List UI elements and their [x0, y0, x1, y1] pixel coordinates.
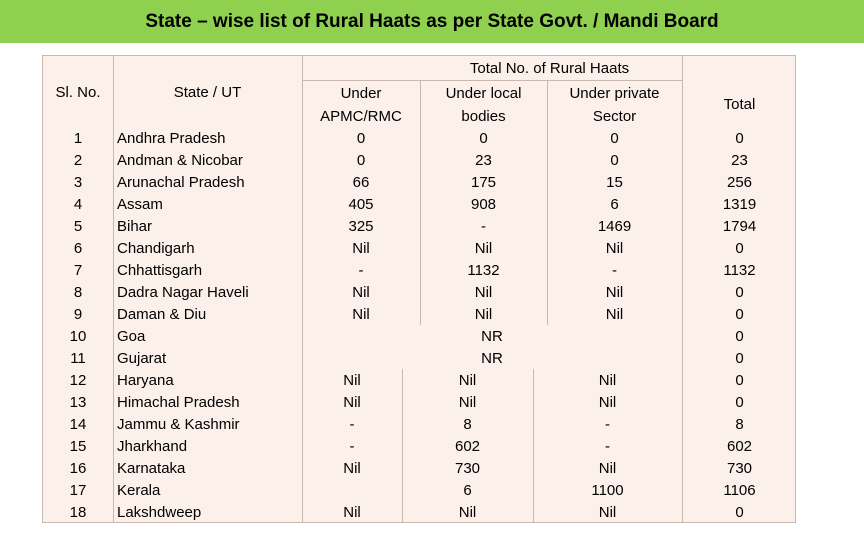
- cell-private-sector: Nil: [598, 460, 617, 477]
- cell-apmc: 405: [348, 196, 374, 213]
- cell-total: 602: [726, 438, 753, 455]
- cell-local-bodies: -: [481, 218, 486, 235]
- cell-local-bodies: Nil: [458, 372, 477, 389]
- cell-state: Himachal Pradesh: [117, 394, 240, 411]
- cell-private-sector: Nil: [598, 504, 617, 521]
- cell-sl-no: 13: [69, 394, 87, 411]
- cell-state: Daman & Diu: [117, 306, 207, 323]
- cell-total: 256: [726, 174, 753, 191]
- cell-total: 0: [735, 240, 744, 257]
- cell-state: Arunachal Pradesh: [117, 174, 245, 191]
- cell-total: 0: [735, 350, 744, 367]
- cell-state: Haryana: [117, 372, 174, 389]
- header-total-group: Total No. of Rural Haats: [469, 60, 630, 77]
- cell-state: Andhra Pradesh: [117, 130, 226, 147]
- cell-sl-no: 18: [69, 504, 87, 521]
- cell-local-bodies: 0: [479, 130, 488, 147]
- cell-merged-status: NR: [481, 328, 503, 345]
- cell-private-sector: Nil: [605, 240, 624, 257]
- cell-state: Assam: [117, 196, 163, 213]
- cell-apmc: Nil: [343, 460, 361, 477]
- cell-sl-no: 8: [73, 284, 83, 301]
- cell-state: Karnataka: [117, 460, 186, 477]
- cell-state: Chandigarh: [117, 240, 195, 257]
- cell-local-bodies: 730: [454, 460, 481, 477]
- cell-private-sector: Nil: [605, 284, 624, 301]
- cell-total: 1106: [723, 482, 756, 499]
- grid-line: [302, 80, 682, 81]
- cell-local-bodies: 602: [454, 438, 481, 455]
- cell-state: Gujarat: [117, 350, 167, 367]
- cell-sl-no: 1: [73, 130, 83, 147]
- cell-state: Andman & Nicobar: [117, 152, 243, 169]
- cell-state: Jammu & Kashmir: [117, 416, 240, 433]
- cell-total: 0: [735, 504, 744, 521]
- header-sl-no: Sl. No.: [55, 84, 101, 101]
- header-state: State / UT: [173, 84, 242, 101]
- cell-apmc: Nil: [343, 372, 361, 389]
- cell-apmc: [302, 480, 402, 502]
- cell-local-bodies: 1132: [467, 262, 500, 279]
- cell-total: 1132: [723, 262, 756, 279]
- cell-apmc: 325: [348, 218, 374, 235]
- cell-total: 1319: [722, 196, 757, 213]
- cell-private-sector: 15: [606, 174, 623, 191]
- cell-local-bodies: 175: [470, 174, 497, 191]
- cell-sl-no: 6: [73, 240, 83, 257]
- cell-sl-no: 7: [73, 262, 83, 279]
- cell-total: 23: [731, 152, 748, 169]
- cell-total: 0: [735, 372, 744, 389]
- cell-state: Goa: [117, 328, 146, 345]
- cell-private-sector: -: [605, 416, 610, 433]
- cell-state: Bihar: [117, 218, 153, 235]
- cell-apmc: 0: [356, 130, 366, 147]
- cell-total: 0: [735, 328, 744, 345]
- cell-total: 730: [726, 460, 753, 477]
- cell-local-bodies: Nil: [458, 394, 477, 411]
- header-local-bodies: Under local: [445, 85, 522, 102]
- cell-sl-no: 15: [69, 438, 87, 455]
- cell-apmc: -: [349, 438, 355, 455]
- cell-apmc: Nil: [352, 240, 370, 257]
- cell-apmc: -: [358, 262, 364, 279]
- cell-private-sector: 6: [610, 196, 619, 213]
- header-private-sector: Sector: [592, 108, 637, 125]
- cell-apmc: Nil: [352, 284, 370, 301]
- cell-sl-no: 10: [69, 328, 87, 345]
- cell-private-sector: Nil: [605, 306, 624, 323]
- cell-total: 0: [735, 130, 744, 147]
- cell-private-sector: 0: [610, 130, 619, 147]
- grid-line: [113, 56, 114, 522]
- cell-sl-no: 16: [69, 460, 87, 477]
- cell-private-sector: Nil: [598, 372, 617, 389]
- cell-total: 8: [735, 416, 744, 433]
- cell-sl-no: 5: [73, 218, 83, 235]
- cell-sl-no: 17: [69, 482, 87, 499]
- cell-total: 0: [735, 306, 744, 323]
- cell-private-sector: -: [612, 262, 617, 279]
- cell-private-sector: 1469: [597, 218, 632, 235]
- cell-private-sector: -: [605, 438, 610, 455]
- cell-apmc: Nil: [343, 504, 361, 521]
- cell-sl-no: 3: [73, 174, 83, 191]
- cell-local-bodies: 6: [463, 482, 472, 499]
- cell-sl-no: 9: [73, 306, 83, 323]
- cell-merged-status: NR: [481, 350, 503, 367]
- cell-local-bodies: Nil: [474, 306, 493, 323]
- cell-state: Kerala: [117, 482, 161, 499]
- cell-private-sector: 1100: [591, 482, 624, 499]
- cell-sl-no: 4: [73, 196, 83, 213]
- cell-apmc: -: [349, 416, 355, 433]
- cell-sl-no: 12: [69, 372, 87, 389]
- cell-total: 0: [735, 284, 744, 301]
- cell-private-sector: 0: [610, 152, 619, 169]
- cell-state: Lakshdweep: [117, 504, 202, 521]
- cell-sl-no: 14: [69, 416, 87, 433]
- cell-local-bodies: 23: [475, 152, 492, 169]
- cell-apmc: 66: [352, 174, 370, 191]
- cell-local-bodies: Nil: [474, 284, 493, 301]
- cell-local-bodies: 8: [463, 416, 472, 433]
- cell-apmc: Nil: [352, 306, 370, 323]
- header-local-bodies: bodies: [461, 108, 506, 125]
- cell-local-bodies: 908: [470, 196, 497, 213]
- cell-total: 0: [735, 394, 744, 411]
- cell-local-bodies: Nil: [458, 504, 477, 521]
- cell-state: Jharkhand: [117, 438, 188, 455]
- cell-private-sector: Nil: [598, 394, 617, 411]
- rural-haats-table: [42, 55, 796, 523]
- cell-sl-no: 11: [70, 350, 86, 367]
- slide-title: State – wise list of Rural Haats as per State Govt. / Mandi Board: [0, 0, 864, 43]
- cell-apmc: 0: [356, 152, 366, 169]
- header-total: Total: [723, 96, 756, 113]
- cell-sl-no: 2: [73, 152, 83, 169]
- cell-local-bodies: Nil: [474, 240, 493, 257]
- cell-state: Chhattisgarh: [117, 262, 203, 279]
- cell-total: 1794: [722, 218, 757, 235]
- cell-state: Dadra Nagar Haveli: [117, 284, 249, 301]
- cell-apmc: Nil: [343, 394, 361, 411]
- header-private-sector: Under private: [569, 85, 660, 102]
- header-apmc: APMC/RMC: [320, 108, 402, 125]
- header-apmc: Under: [340, 85, 382, 102]
